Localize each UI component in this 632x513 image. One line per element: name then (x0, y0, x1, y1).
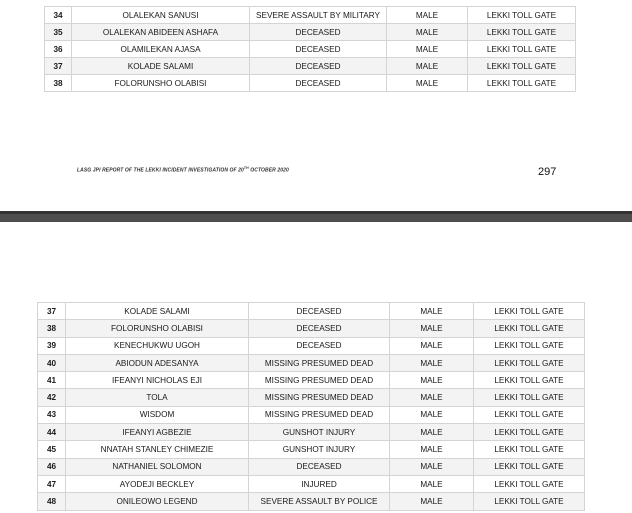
victim-name-cell: TOLA (66, 389, 249, 406)
status-cell: SEVERE ASSAULT BY MILITARY (250, 7, 387, 24)
table-row (38, 354, 585, 371)
table-row (38, 441, 585, 458)
status-cell: GUNSHOT INJURY (249, 441, 390, 458)
page-number: 297 (538, 166, 557, 178)
gender-cell: MALE (390, 458, 474, 475)
victims-table-top (44, 6, 576, 92)
table-row (45, 75, 576, 92)
gender-cell: MALE (390, 424, 474, 441)
table-row (38, 493, 585, 510)
gender-cell: MALE (387, 75, 468, 92)
table-row (45, 7, 576, 24)
location-cell: LEKKI TOLL GATE (474, 424, 585, 441)
row-number: 47 (38, 475, 66, 492)
status-cell: MISSING PRESUMED DEAD (249, 389, 390, 406)
gender-cell: MALE (390, 337, 474, 354)
row-number: 46 (38, 458, 66, 475)
gender-cell: MALE (390, 389, 474, 406)
status-cell: MISSING PRESUMED DEAD (249, 354, 390, 371)
victims-table-bottom (37, 302, 585, 511)
table-row (45, 24, 576, 41)
table-row (38, 303, 585, 320)
row-number: 36 (45, 41, 72, 58)
table-row (38, 337, 585, 354)
row-number: 34 (45, 7, 72, 24)
gender-cell: MALE (390, 372, 474, 389)
row-number: 41 (38, 372, 66, 389)
victim-name-cell: OLALEKAN ABIDEEN ASHAFA (72, 24, 250, 41)
victim-name-cell: KOLADE SALAMI (66, 303, 249, 320)
table-row (38, 406, 585, 423)
victim-name-cell: KENECHUKWU UGOH (66, 337, 249, 354)
status-cell: DECEASED (250, 41, 387, 58)
gender-cell: MALE (387, 24, 468, 41)
location-cell: LEKKI TOLL GATE (468, 58, 576, 75)
victim-name-cell: IFEANYI AGBEZIE (66, 424, 249, 441)
location-cell: LEKKI TOLL GATE (474, 475, 585, 492)
gender-cell: MALE (387, 41, 468, 58)
victims-table-top-body (45, 7, 576, 92)
report-footer-prefix: LASG JPI REPORT OF THE LEKKI INCIDENT INVESTIGATION OF 20 (77, 167, 244, 174)
report-footer-title (77, 166, 289, 174)
location-cell: LEKKI TOLL GATE (474, 303, 585, 320)
table-row (38, 372, 585, 389)
row-number: 42 (38, 389, 66, 406)
row-number: 40 (38, 354, 66, 371)
table-row (38, 320, 585, 337)
location-cell: LEKKI TOLL GATE (468, 24, 576, 41)
row-number: 43 (38, 406, 66, 423)
location-cell: LEKKI TOLL GATE (468, 7, 576, 24)
victim-name-cell: OLALEKAN SANUSI (72, 7, 250, 24)
status-cell: DECEASED (249, 337, 390, 354)
table-row (45, 41, 576, 58)
row-number: 45 (38, 441, 66, 458)
victim-name-cell: FOLORUNSHO OLABISI (66, 320, 249, 337)
status-cell: DECEASED (249, 320, 390, 337)
status-cell: DECEASED (250, 58, 387, 75)
victims-table-bottom-body (38, 303, 585, 511)
victim-name-cell: KOLADE SALAMI (72, 58, 250, 75)
row-number: 39 (38, 337, 66, 354)
victim-name-cell: NNATAH STANLEY CHIMEZIE (66, 441, 249, 458)
document-page-bottom (0, 222, 632, 513)
victim-name-cell: AYODEJI BECKLEY (66, 475, 249, 492)
row-number: 44 (38, 424, 66, 441)
table-row (45, 58, 576, 75)
location-cell: LEKKI TOLL GATE (474, 337, 585, 354)
victim-name-cell: IFEANYI NICHOLAS EJI (66, 372, 249, 389)
row-number: 38 (38, 320, 66, 337)
victim-name-cell: WISDOM (66, 406, 249, 423)
location-cell: LEKKI TOLL GATE (474, 372, 585, 389)
gender-cell: MALE (387, 7, 468, 24)
row-number: 38 (45, 75, 72, 92)
location-cell: LEKKI TOLL GATE (468, 41, 576, 58)
victim-name-cell: FOLORUNSHO OLABISI (72, 75, 250, 92)
status-cell: DECEASED (249, 303, 390, 320)
victim-name-cell: OLAMILEKAN AJASA (72, 41, 250, 58)
gender-cell: MALE (390, 320, 474, 337)
victim-name-cell: NATHANIEL SOLOMON (66, 458, 249, 475)
status-cell: MISSING PRESUMED DEAD (249, 372, 390, 389)
report-footer-suffix: OCTOBER 2020 (248, 167, 289, 174)
victim-name-cell: ONILEOWO LEGEND (66, 493, 249, 510)
table-row (38, 424, 585, 441)
report-footer-sup: TH (243, 166, 249, 170)
gender-cell: MALE (390, 441, 474, 458)
gender-cell: MALE (390, 475, 474, 492)
location-cell: LEKKI TOLL GATE (474, 320, 585, 337)
status-cell: DECEASED (250, 75, 387, 92)
status-cell: MISSING PRESUMED DEAD (249, 406, 390, 423)
gender-cell: MALE (390, 406, 474, 423)
gender-cell: MALE (387, 58, 468, 75)
table-row (38, 458, 585, 475)
location-cell: LEKKI TOLL GATE (474, 441, 585, 458)
document-page-top (0, 0, 632, 211)
row-number: 37 (45, 58, 72, 75)
location-cell: LEKKI TOLL GATE (468, 75, 576, 92)
gender-cell: MALE (390, 303, 474, 320)
row-number: 37 (38, 303, 66, 320)
status-cell: INJURED (249, 475, 390, 492)
gender-cell: MALE (390, 354, 474, 371)
victim-name-cell: ABIODUN ADESANYA (66, 354, 249, 371)
location-cell: LEKKI TOLL GATE (474, 493, 585, 510)
location-cell: LEKKI TOLL GATE (474, 354, 585, 371)
location-cell: LEKKI TOLL GATE (474, 458, 585, 475)
location-cell: LEKKI TOLL GATE (474, 389, 585, 406)
page-separator-shadow (0, 211, 632, 214)
status-cell: DECEASED (249, 458, 390, 475)
status-cell: SEVERE ASSAULT BY POLICE (249, 493, 390, 510)
row-number: 35 (45, 24, 72, 41)
status-cell: DECEASED (250, 24, 387, 41)
table-row (38, 389, 585, 406)
row-number: 48 (38, 493, 66, 510)
gender-cell: MALE (390, 493, 474, 510)
table-row (38, 475, 585, 492)
location-cell: LEKKI TOLL GATE (474, 406, 585, 423)
status-cell: GUNSHOT INJURY (249, 424, 390, 441)
